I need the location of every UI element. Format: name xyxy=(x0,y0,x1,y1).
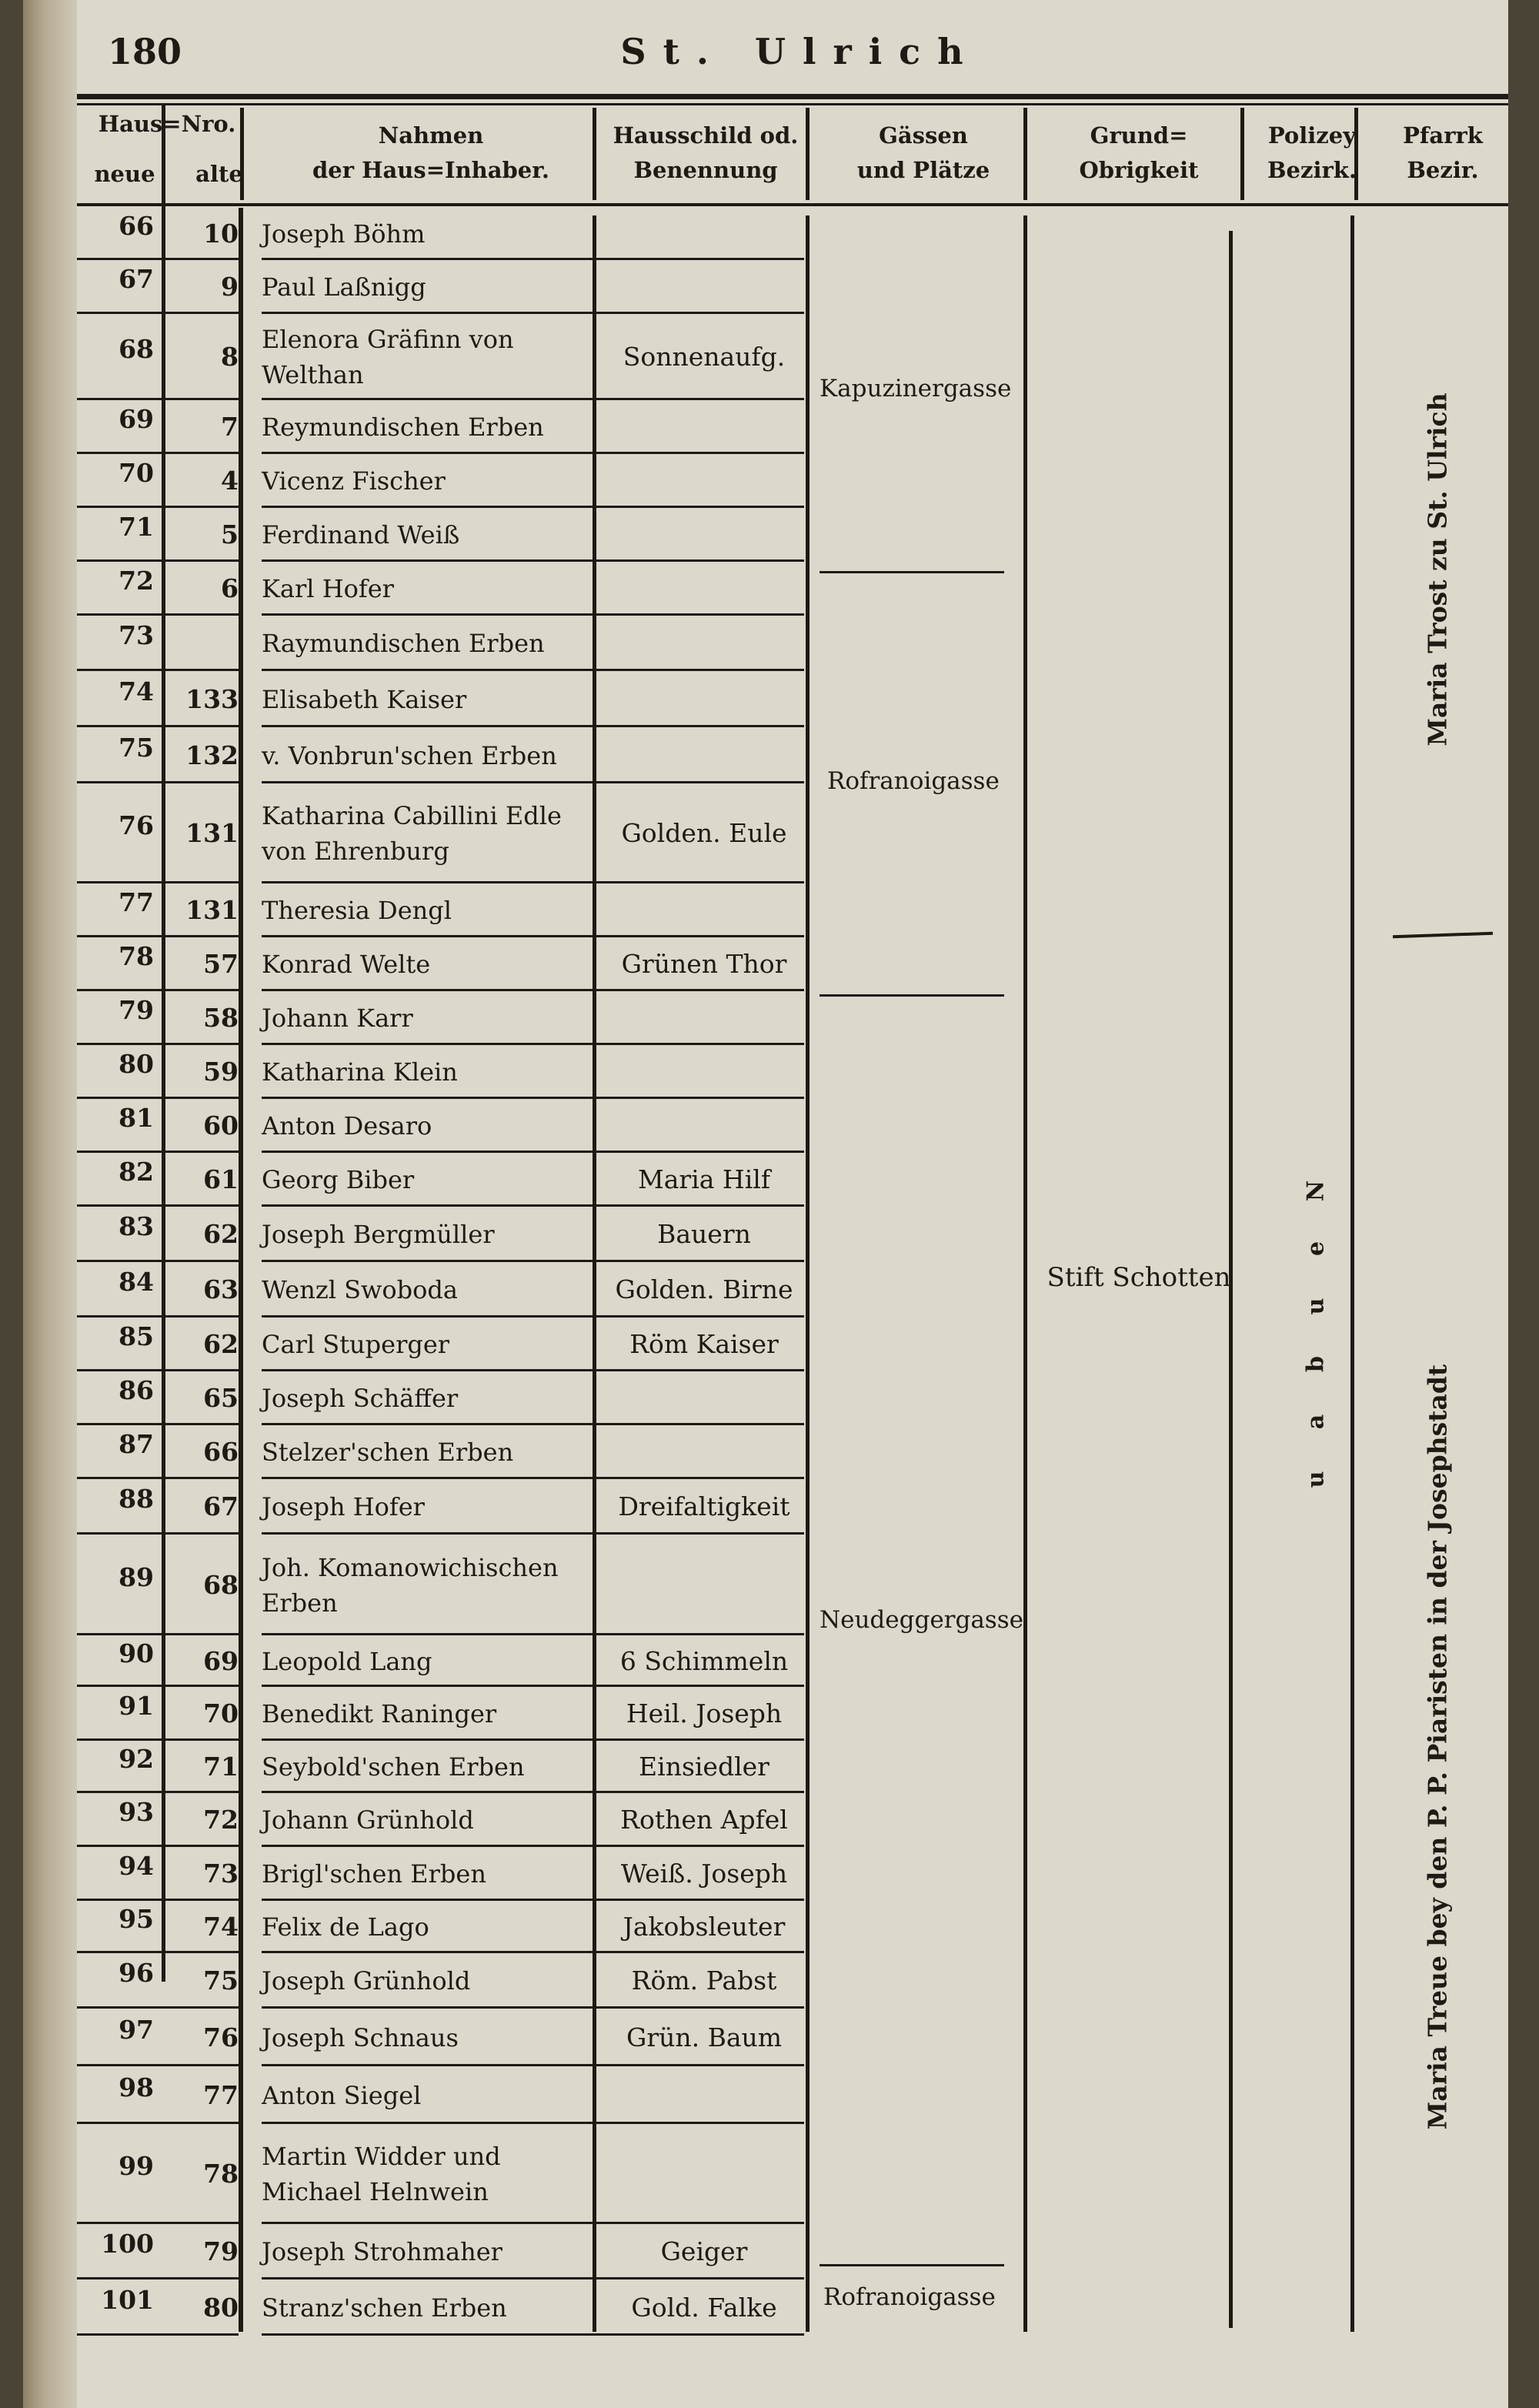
cell-alte: 131 xyxy=(185,895,239,925)
cell-owner: Anton Desaro xyxy=(262,1111,432,1141)
cell-owner: Karl Hofer xyxy=(262,574,394,603)
cell-hausschild: Golden. Eule xyxy=(621,818,787,848)
cell-neue: 75 xyxy=(119,732,154,763)
cell-hausschild: Rothen Apfel xyxy=(620,1805,788,1835)
cell-neue: 95 xyxy=(119,1904,154,1934)
cell-owner: Felix de Lago xyxy=(262,1912,429,1942)
col-header-polizei-1: Polizey xyxy=(1267,122,1357,149)
cell-alte: 4 xyxy=(221,466,239,496)
cell-hausschild: Heil. Joseph xyxy=(626,1698,783,1728)
table-row xyxy=(23,1901,1508,1953)
cell-owner: Elenora Gräfinn von Welthan xyxy=(262,325,514,389)
col-header-grund-1: Grund= xyxy=(1090,122,1188,149)
cell-owner: Joseph Strohmaher xyxy=(262,2237,502,2266)
street-rofranoigasse: Rofranoigasse xyxy=(827,767,1000,795)
street-rofranoigasse-2: Rofranoigasse xyxy=(823,2283,996,2311)
cell-hausschild: 6 Schimmeln xyxy=(619,1645,789,1676)
cell-owner: Joseph Böhm xyxy=(262,219,426,249)
cell-owner: Theresia Dengl xyxy=(262,896,452,925)
cell-neue: 96 xyxy=(119,1958,154,1988)
cell-hausschild: Grünen Thor xyxy=(621,949,787,979)
cell-neue: 94 xyxy=(119,1851,154,1881)
table-row xyxy=(23,1099,1508,1153)
cell-owner: Wenzl Swoboda xyxy=(262,1275,458,1304)
col-header-owner-1: Nahmen xyxy=(378,122,484,149)
col-header-haus-nro: Haus=Nro. xyxy=(98,111,236,137)
cell-neue: 85 xyxy=(119,1321,154,1351)
row-rule xyxy=(77,2333,192,2336)
cell-owner: Anton Siegel xyxy=(262,2080,422,2110)
table-row xyxy=(23,208,1508,260)
cell-owner: Stranz'schen Erben xyxy=(262,2293,507,2323)
cell-neue: 69 xyxy=(119,404,154,434)
cell-alte: 132 xyxy=(185,740,239,770)
cell-owner: Leopold Lang xyxy=(262,1646,432,1676)
cell-alte: 58 xyxy=(203,1003,239,1033)
cell-owner: Stelzer'schen Erben xyxy=(262,1438,514,1467)
col-header-owner-2: der Haus=Inhaber. xyxy=(312,157,549,183)
cell-hausschild: Maria Hilf xyxy=(637,1164,771,1194)
polizei-letter: u xyxy=(1302,1298,1330,1315)
table-row xyxy=(23,727,1508,783)
cell-neue: 90 xyxy=(119,1638,154,1668)
cell-owner: Joseph Bergmüller xyxy=(262,1220,495,1249)
table-row xyxy=(23,1635,1508,1687)
col-header-sign-1: Hausschild od. xyxy=(613,122,799,149)
cell-hausschild: Grün. Baum xyxy=(626,2022,783,2052)
cell-alte: 75 xyxy=(203,1965,239,1996)
cell-neue: 73 xyxy=(119,620,154,650)
cell-hausschild: Röm. Pabst xyxy=(631,1965,777,1996)
cell-alte: 65 xyxy=(203,1383,239,1413)
street-divider xyxy=(820,994,1004,997)
cell-alte: 6 xyxy=(221,573,239,603)
cell-neue: 89 xyxy=(119,1561,154,1592)
cell-owner: Ferdinand Weiß xyxy=(262,520,460,549)
cell-neue: 97 xyxy=(119,2014,154,2045)
cell-alte: 131 xyxy=(185,818,239,848)
cell-alte: 76 xyxy=(203,2022,239,2052)
polizei-letter: N xyxy=(1302,1180,1330,1202)
table-row xyxy=(23,1045,1508,1099)
street-divider xyxy=(820,571,1004,573)
cell-owner: Benedikt Raninger xyxy=(262,1699,497,1728)
table-row xyxy=(23,1847,1508,1901)
cell-owner: Joseph Schäffer xyxy=(262,1384,459,1413)
cell-alte: 74 xyxy=(203,1912,239,1942)
table-row xyxy=(23,1953,1508,2009)
cell-neue: 82 xyxy=(119,1157,154,1187)
cell-neue: 66 xyxy=(119,211,154,241)
header-bottom-rule xyxy=(77,203,1508,206)
cell-alte: 63 xyxy=(203,1274,239,1304)
cell-hausschild: Gold. Falke xyxy=(631,2292,777,2323)
cell-owner: Joh. Komanowichischen Erben xyxy=(262,1552,559,1618)
table-row xyxy=(23,1535,1508,1635)
cell-owner: Martin Widder und Michael Helnwein xyxy=(262,2142,501,2206)
cell-neue: 74 xyxy=(119,676,154,706)
table-row xyxy=(23,400,1508,454)
cell-alte: 73 xyxy=(203,1859,239,1889)
cell-neue: 87 xyxy=(119,1429,154,1459)
table-row xyxy=(23,1741,1508,1793)
cell-neue: 68 xyxy=(119,334,154,364)
cell-owner: Seybold'schen Erben xyxy=(262,1752,525,1782)
cell-hausschild: Röm Kaiser xyxy=(629,1329,779,1359)
table-row xyxy=(23,1793,1508,1847)
cell-alte: 78 xyxy=(203,2159,239,2189)
cell-neue: 98 xyxy=(119,2072,154,2102)
cell-alte: 77 xyxy=(203,2079,239,2110)
cell-owner: Katharina Klein xyxy=(262,1057,458,1087)
cell-neue: 77 xyxy=(119,887,154,917)
cell-alte: 59 xyxy=(203,1057,239,1087)
street-divider xyxy=(820,2264,1004,2266)
cell-alte: 57 xyxy=(203,949,239,979)
cell-neue: 100 xyxy=(101,2229,154,2259)
cell-alte: 61 xyxy=(203,1164,239,1194)
cell-owner: Konrad Welte xyxy=(262,950,431,979)
cell-alte: 133 xyxy=(185,683,239,714)
polizei-letter: u xyxy=(1302,1471,1330,1488)
cell-neue: 91 xyxy=(119,1691,154,1721)
cell-alte: 72 xyxy=(203,1805,239,1835)
cell-neue: 70 xyxy=(119,458,154,488)
cell-alte: 67 xyxy=(203,1491,239,1521)
cell-neue: 84 xyxy=(119,1267,154,1297)
cell-alte: 8 xyxy=(221,342,239,372)
top-double-rule xyxy=(77,94,1508,99)
cell-hausschild: Einsiedler xyxy=(639,1752,770,1782)
cell-owner: Reymundischen Erben xyxy=(262,412,544,442)
col-header-polizei-2: Bezirk. xyxy=(1267,157,1357,183)
cell-neue: 71 xyxy=(119,512,154,542)
cell-alte: 10 xyxy=(203,219,239,249)
cell-owner: Raymundischen Erben xyxy=(262,629,545,658)
cell-owner: Brigl'schen Erben xyxy=(262,1859,486,1889)
cell-neue: 93 xyxy=(119,1797,154,1827)
cell-neue: 86 xyxy=(119,1375,154,1405)
cell-neue: 88 xyxy=(119,1484,154,1514)
pfarr-maria-trost: Maria Trost zu St. Ulrich xyxy=(1422,392,1453,746)
cell-hausschild: Sonnenaufg. xyxy=(623,342,786,372)
cell-owner: Elisabeth Kaiser xyxy=(262,684,467,714)
row-rule xyxy=(262,2333,604,2336)
cell-alte: 69 xyxy=(203,1645,239,1676)
cell-neue: 79 xyxy=(119,995,154,1025)
cell-alte: 70 xyxy=(203,1698,239,1728)
cell-neue: 78 xyxy=(119,941,154,971)
cell-neue: 101 xyxy=(101,2284,154,2315)
table-row xyxy=(23,783,1508,883)
grundobrigkeit-stift-schotten: Stift Schotten xyxy=(1047,1262,1231,1293)
cell-neue: 92 xyxy=(119,1744,154,1774)
table-row xyxy=(23,937,1508,991)
cell-owner: Katharina Cabillini Edle von Ehrenburg xyxy=(262,801,562,866)
cell-owner: Carl Stuperger xyxy=(262,1330,450,1359)
top-double-rule-thin xyxy=(77,103,1508,105)
street-kapuzinergasse: Kapuzinergasse xyxy=(820,375,1012,402)
col-header-sign-2: Benennung xyxy=(633,157,778,183)
row-rule xyxy=(177,2333,239,2336)
col-header-pfarr-1: Pfarrk xyxy=(1403,122,1483,149)
cell-alte: 62 xyxy=(203,1329,239,1359)
cell-alte: 62 xyxy=(203,1219,239,1249)
table-row xyxy=(23,260,1508,314)
cell-alte: 68 xyxy=(203,1569,239,1600)
pfarr-maria-treue: Maria Treue bey den P. P. Piaristen in der Josephstadt xyxy=(1422,1364,1453,2130)
table-row xyxy=(23,562,1508,616)
cell-owner: Paul Laßnigg xyxy=(262,272,426,302)
cell-alte: 71 xyxy=(203,1752,239,1782)
page-number: 180 xyxy=(108,31,182,72)
table-row xyxy=(23,454,1508,508)
cell-alte: 80 xyxy=(203,2292,239,2323)
polizei-bezirk-neubau xyxy=(1262,1162,1370,1508)
book-page xyxy=(23,0,1508,2408)
cell-neue: 83 xyxy=(119,1211,154,1241)
col-header-grund-2: Obrigkeit xyxy=(1079,157,1199,183)
cell-alte: 5 xyxy=(221,519,239,549)
col-header-street-2: und Plätze xyxy=(856,157,990,183)
table-row xyxy=(23,2124,1508,2224)
row-rule xyxy=(604,2333,804,2336)
table-row xyxy=(23,314,1508,400)
cell-owner: Georg Biber xyxy=(262,1165,415,1194)
cell-hausschild: Dreifaltigkeit xyxy=(618,1491,790,1521)
table-row xyxy=(23,2066,1508,2124)
col-header-alte: alte xyxy=(195,161,243,187)
col-header-pfarr-2: Bezir. xyxy=(1407,157,1479,183)
cell-alte: 60 xyxy=(203,1110,239,1141)
cell-neue: 72 xyxy=(119,566,154,596)
table-row xyxy=(23,1687,1508,1741)
table-row xyxy=(23,2279,1508,2336)
cell-alte: 9 xyxy=(221,272,239,302)
cell-hausschild: Golden. Birne xyxy=(615,1274,793,1304)
cell-alte: 79 xyxy=(203,2236,239,2266)
table-row xyxy=(23,2224,1508,2279)
polizei-letter: b xyxy=(1302,1356,1330,1372)
table-row xyxy=(23,991,1508,1045)
polizei-letter: a xyxy=(1302,1414,1330,1430)
polizei-letter: e xyxy=(1302,1241,1330,1257)
table-row xyxy=(23,2009,1508,2066)
cell-neue: 67 xyxy=(119,264,154,294)
col-header-street-1: Gässen xyxy=(879,122,968,149)
cell-hausschild: Weiß. Joseph xyxy=(620,1859,788,1889)
cell-owner: Vicenz Fischer xyxy=(262,466,446,496)
cell-owner: Joseph Hofer xyxy=(262,1492,425,1521)
table-row xyxy=(23,671,1508,727)
running-title: St. Ulrich xyxy=(620,31,980,72)
cell-neue: 81 xyxy=(119,1103,154,1133)
cell-owner: Johann Karr xyxy=(262,1004,413,1033)
cell-owner: v. Vonbrun'schen Erben xyxy=(262,740,557,770)
cell-neue: 80 xyxy=(119,1049,154,1079)
cell-hausschild: Geiger xyxy=(660,2236,748,2266)
column-rule xyxy=(593,108,596,200)
table-row xyxy=(23,616,1508,671)
cell-alte: 66 xyxy=(203,1437,239,1467)
cell-owner: Johann Grünhold xyxy=(262,1805,474,1835)
col-header-neue: neue xyxy=(94,161,155,187)
cell-hausschild: Bauern xyxy=(657,1219,751,1249)
cell-alte: 7 xyxy=(221,412,239,442)
cell-hausschild: Jakobsleuter xyxy=(623,1912,786,1942)
cell-neue: 99 xyxy=(119,2151,154,2181)
cell-neue: 76 xyxy=(119,810,154,840)
cell-owner: Joseph Schnaus xyxy=(262,2022,459,2052)
street-neudeggergasse: Neudeggergasse xyxy=(820,1606,1023,1634)
table-row xyxy=(23,883,1508,937)
cell-owner: Joseph Grünhold xyxy=(262,1966,471,1996)
table-row xyxy=(23,508,1508,562)
